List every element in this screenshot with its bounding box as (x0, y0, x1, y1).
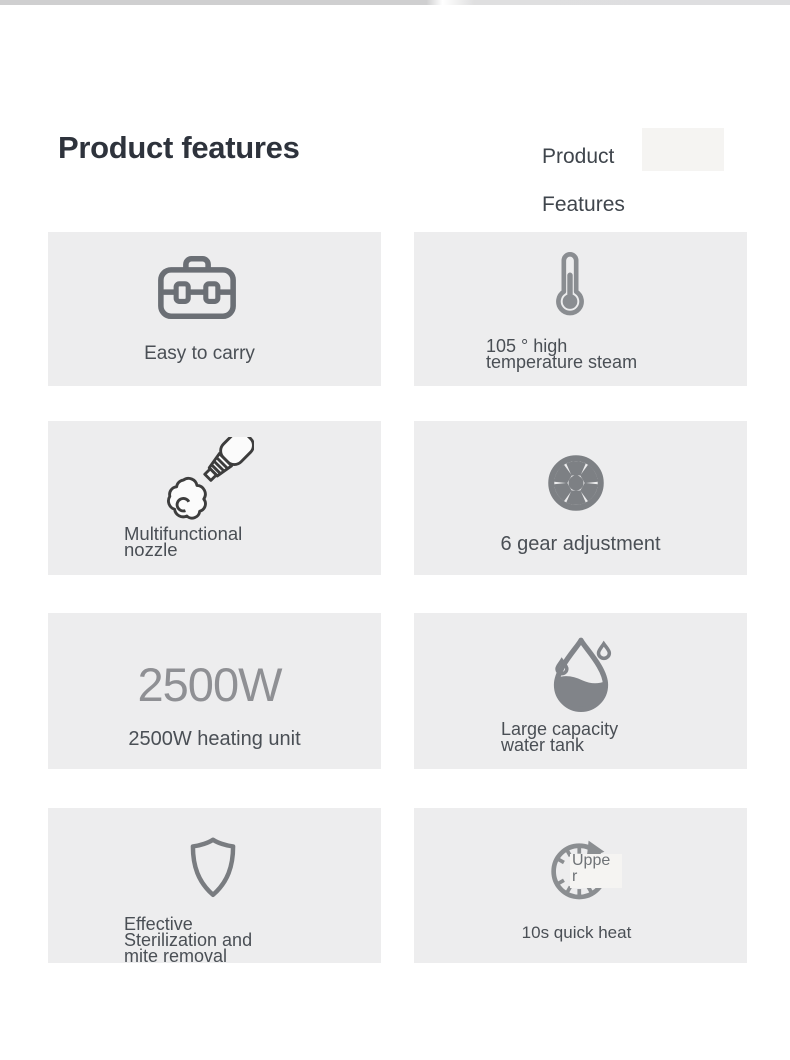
thermometer-icon (553, 252, 587, 317)
feature-label: Multifunctional nozzle (124, 523, 243, 560)
page-title: Product features (58, 130, 300, 165)
fan-icon (546, 453, 606, 513)
feature-card-easy-to-carry (48, 232, 381, 386)
feature-card-water-tank (414, 613, 747, 769)
feature-label: Large capacity water tank (501, 719, 619, 755)
side-title (542, 133, 625, 229)
timer-icon (542, 832, 624, 907)
water-drop-icon (544, 635, 618, 712)
feature-card-multifunctional-nozzle (48, 421, 381, 575)
feature-label: Easy to carry (144, 343, 255, 364)
wattage-text: 2500W (137, 658, 282, 711)
timer-overlay-text: Uppe r (572, 852, 611, 885)
header-highlight-box (642, 128, 724, 171)
feature-card-heating-unit (48, 613, 381, 769)
feature-card-sterilization (48, 808, 381, 966)
steam-nozzle-icon (154, 437, 254, 533)
feature-card-high-temperature-steam (414, 232, 747, 386)
briefcase-icon (158, 256, 236, 319)
shield-icon (186, 836, 240, 900)
feature-label: 6 gear adjustment (500, 533, 661, 555)
feature-label: 2500W heating unit (128, 728, 301, 750)
feature-label: Effective Sterilization and mite removal (124, 914, 253, 966)
feature-label: 105 ° high temperature steam (486, 336, 638, 372)
feature-card-quick-heat (414, 808, 747, 963)
feature-label: 10s quick heat (521, 923, 632, 942)
section-divider-strip (0, 0, 790, 5)
feature-card-gear-adjustment (414, 421, 747, 575)
side-title-line: Features (542, 193, 625, 216)
side-title-line: Product (542, 145, 615, 168)
